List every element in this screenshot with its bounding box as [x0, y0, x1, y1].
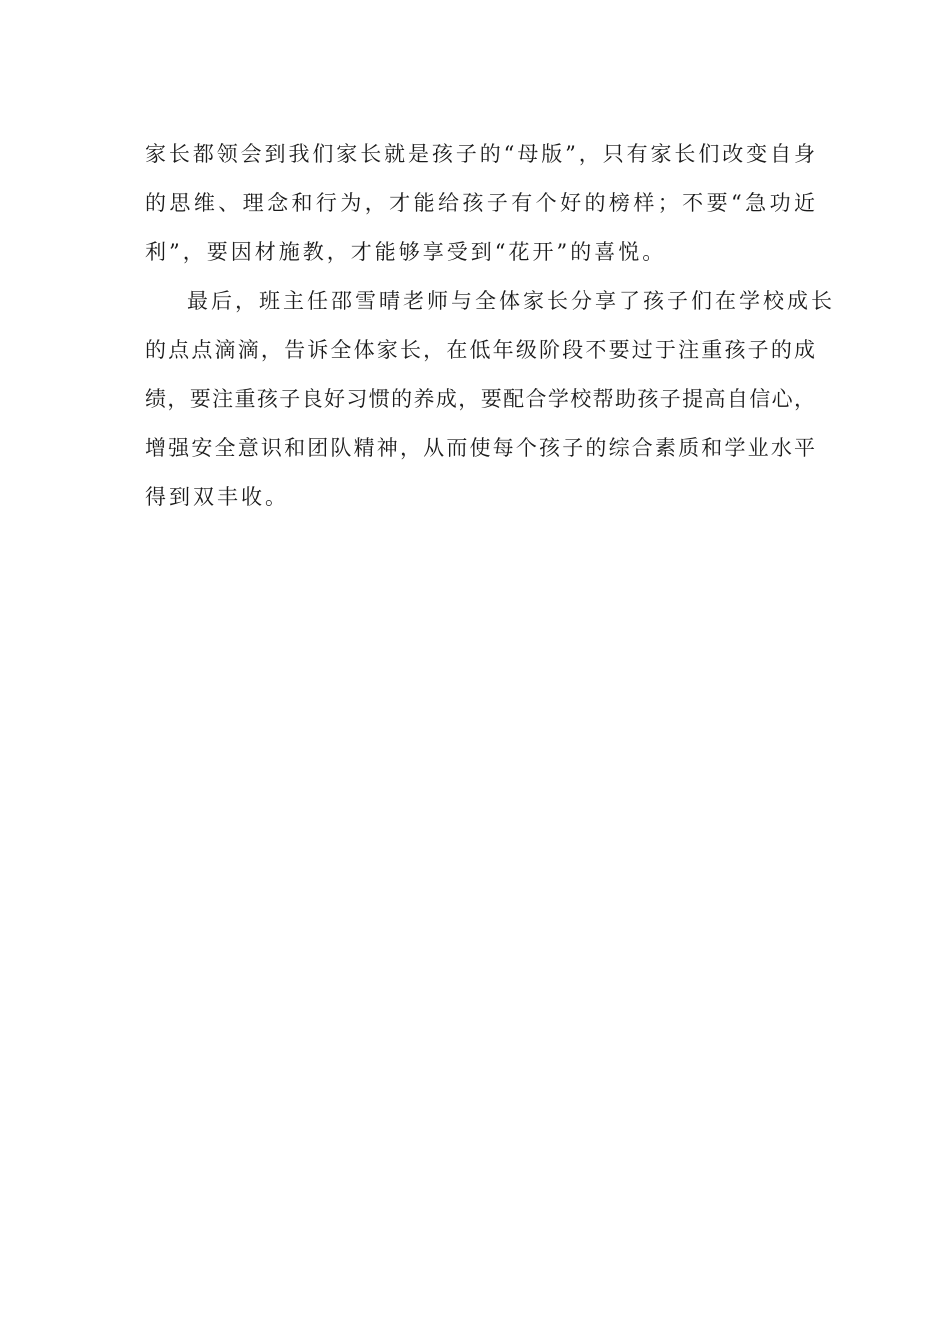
- paragraph-line: 的点点滴滴，告诉全体家长，在低年级阶段不要过于注重孩子的成: [145, 338, 815, 362]
- paragraph-1: [145, 130, 815, 277]
- paragraph-line: 利”，要因材施教，才能够享受到“花开”的喜悦。: [145, 240, 667, 264]
- paragraph-line: 的思维、理念和行为，才能给孩子有个好的榜样；不要“急功近: [145, 191, 815, 215]
- paragraph-line: 得到双丰收。: [145, 485, 289, 509]
- paragraph-line: 家长都领会到我们家长就是孩子的“母版”，只有家长们改变自身: [145, 142, 815, 166]
- paragraph-line: 增强安全意识和团队精神，从而使每个孩子的综合素质和学业水平: [145, 436, 815, 460]
- paragraph-line: 绩，要注重孩子良好习惯的养成，要配合学校帮助孩子提高自信心，: [145, 387, 815, 411]
- document-body: [145, 130, 835, 522]
- paragraph-2: [145, 277, 835, 522]
- paragraph-line: 最后，班主任邵雪晴老师与全体家长分享了孩子们在学校成长: [187, 289, 835, 313]
